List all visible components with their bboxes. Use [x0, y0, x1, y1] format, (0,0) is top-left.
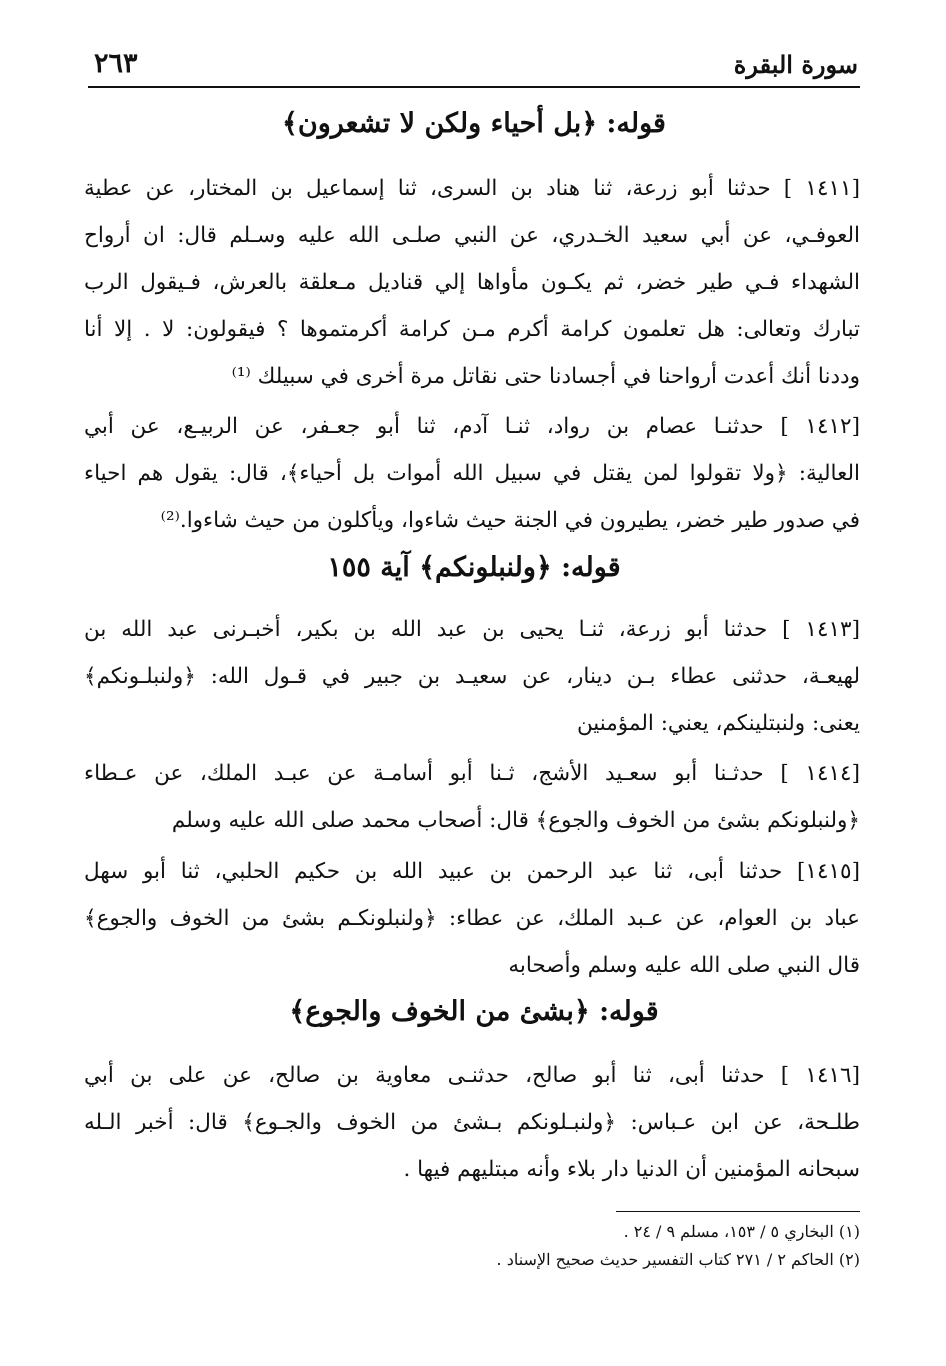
footnote-rule — [616, 1211, 860, 1212]
section-heading-2: قوله: ﴿ولنبلونكم﴾ آية ١٥٥ — [327, 552, 621, 583]
text-line: يعنى: ولنبتلينكم، يعني: المؤمنين — [576, 711, 860, 736]
page-number: ٢٦٣ — [94, 48, 138, 79]
text-line: [١٤١٤ ] حدثـنا أبو سعـيد الأشج، ثـنا أبو أسامـة عن عبـد الملك، عن عـطاء — [84, 761, 860, 786]
text-line: [١٤١٣ ] حدثنا أبو زرعة، ثنـا يحيى بن عبد الله بن بكير، أخبـرنى عبد الله بن — [84, 617, 860, 642]
text-line: [١٤١٦ ] حدثنا أبى، ثنا أبو صالح، حدثنـى معاوية بن صالح، عن على بن أبي — [84, 1063, 860, 1088]
text-line: سبحانه المؤمنين أن الدنيا دار بلاء وأنه مبتليهم فيها . — [403, 1157, 860, 1182]
text-line: قال النبي صلى الله عليه وسلم وأصحابه — [508, 953, 860, 978]
hadith-1413 — [84, 606, 860, 747]
hadith-1411 — [84, 165, 860, 400]
surah-title: سورة البقرة — [733, 50, 858, 79]
text-line: وددنا أنك أعدت أرواحنا في أجسادنا حتى نقاتل مرة أخرى في سبيلك ⁽¹⁾ — [231, 364, 860, 389]
running-header — [90, 46, 858, 82]
text-line: الشهداء فـي طير خضر، ثم يكـون مأواها إلي قناديل مـعلقة بالعرش، فـيقول الرب — [84, 270, 860, 295]
hadith-1414 — [84, 750, 860, 844]
text-line: [١٤١٢ ] حدثنـا عصام بن رواد، ثنـا آدم، ثنا أبو جعـفر، عن الربيـع، عن أبي — [84, 414, 860, 439]
text-line: [١٤١١ ] حدثنا أبو زرعة، ثنا هناد بن السرى، ثنا إسماعيل بن المختار، عن عطية — [84, 176, 860, 201]
text-line: ﴿ولنبلونكم بشئ من الخوف والجوع﴾ قال: أصحاب محمد صلى الله عليه وسلم — [171, 808, 860, 833]
header-rule — [88, 86, 860, 88]
footnote-1: (١) البخاري ٥ / ١٥٣، مسلم ٩ / ٢٤ . — [623, 1222, 860, 1241]
section-heading-1: قوله: ﴿بل أحياء ولكن لا تشعرون﴾ — [282, 108, 666, 139]
text-line: العالية: ﴿ولا تقولوا لمن يقتل في سبيل الله أموات بل أحياء﴾، قال: يقول هم احياء — [84, 461, 860, 486]
text-line: طلـحة، عن ابن عـباس: ﴿ولنبـلونكم بـشئ من الخوف والجـوع﴾ قال: أخبر الـله — [84, 1110, 860, 1135]
text-line: عباد بن العوام، عن عـبد الملك، عن عطاء: ﴿ولنبلونكـم بشئ من الخوف والجوع﴾ — [84, 906, 860, 931]
text-line: [١٤١٥] حدثنا أبى، ثنا عبد الرحمن بن عبيد الله بن حكيم الحلبي، ثنا أبو سهل — [84, 859, 860, 884]
hadith-1415 — [84, 848, 860, 989]
hadith-1412 — [84, 403, 860, 544]
section-heading-3: قوله: ﴿بشئ من الخوف والجوع﴾ — [289, 996, 659, 1027]
text-line: لهيعـة، حدثنى عطاء بـن دينار، عن سعيـد بن جبير في قـول الله: ﴿ولنبلـونكم﴾ — [84, 664, 860, 689]
text-line: في صدور طير خضر، يطيرون في الجنة حيث شاءوا، ويأكلون من حيث شاءوا.⁽²⁾ — [160, 508, 860, 533]
footnote-2: (٢) الحاكم ٢ / ٢٧١ كتاب التفسير حديث صحيح الإسناد . — [496, 1250, 860, 1269]
text-line: تبارك وتعالى: هل تعلمون كرامة أكرم مـن كرامة أكرمتموها ؟ فيقولون: لا . إلا أنا — [84, 317, 860, 342]
hadith-1416 — [84, 1052, 860, 1193]
text-line: العوفـي، عن أبي سعيد الخـدري، عن النبي صلـى الله عليه وسـلم قال: ان أرواح — [84, 223, 860, 248]
